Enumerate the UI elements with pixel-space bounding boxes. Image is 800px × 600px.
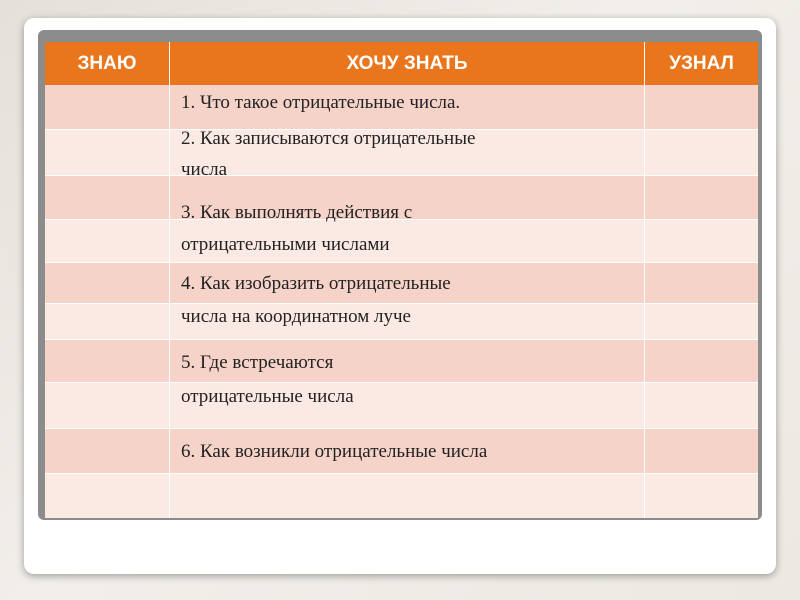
- question-4-line-1: 4. Как изобразить отрицательные: [181, 273, 451, 294]
- kwl-table: [45, 42, 758, 518]
- table-row: [45, 383, 758, 429]
- question-4-line-2: числа на координатном луче: [181, 306, 411, 327]
- question-2-line-1: 2. Как записываются отрицательные: [181, 128, 476, 149]
- table-row: [45, 220, 758, 263]
- question-3-line-2: отрицательными числами: [181, 234, 390, 255]
- question-2-line-2: числа: [181, 159, 228, 180]
- question-1-line-1: 1. Что такое отрицательные числа.: [181, 92, 461, 113]
- column-divider: [644, 42, 645, 518]
- question-6-line-1: 6. Как возникли отрицательные числа: [181, 441, 488, 462]
- table-header: [45, 42, 758, 85]
- question-3-line-1: 3. Как выполнять действия с: [181, 202, 413, 223]
- table-row: [45, 474, 758, 518]
- question-5-line-1: 5. Где встречаются: [181, 352, 334, 373]
- header-learned: УЗНАЛ: [669, 53, 734, 74]
- question-5-line-2: отрицательные числа: [181, 386, 354, 407]
- column-divider: [169, 42, 170, 518]
- table-row: [45, 340, 758, 383]
- header-know: ЗНАЮ: [77, 53, 137, 74]
- header-want-to-know: ХОЧУ ЗНАТЬ: [346, 53, 468, 74]
